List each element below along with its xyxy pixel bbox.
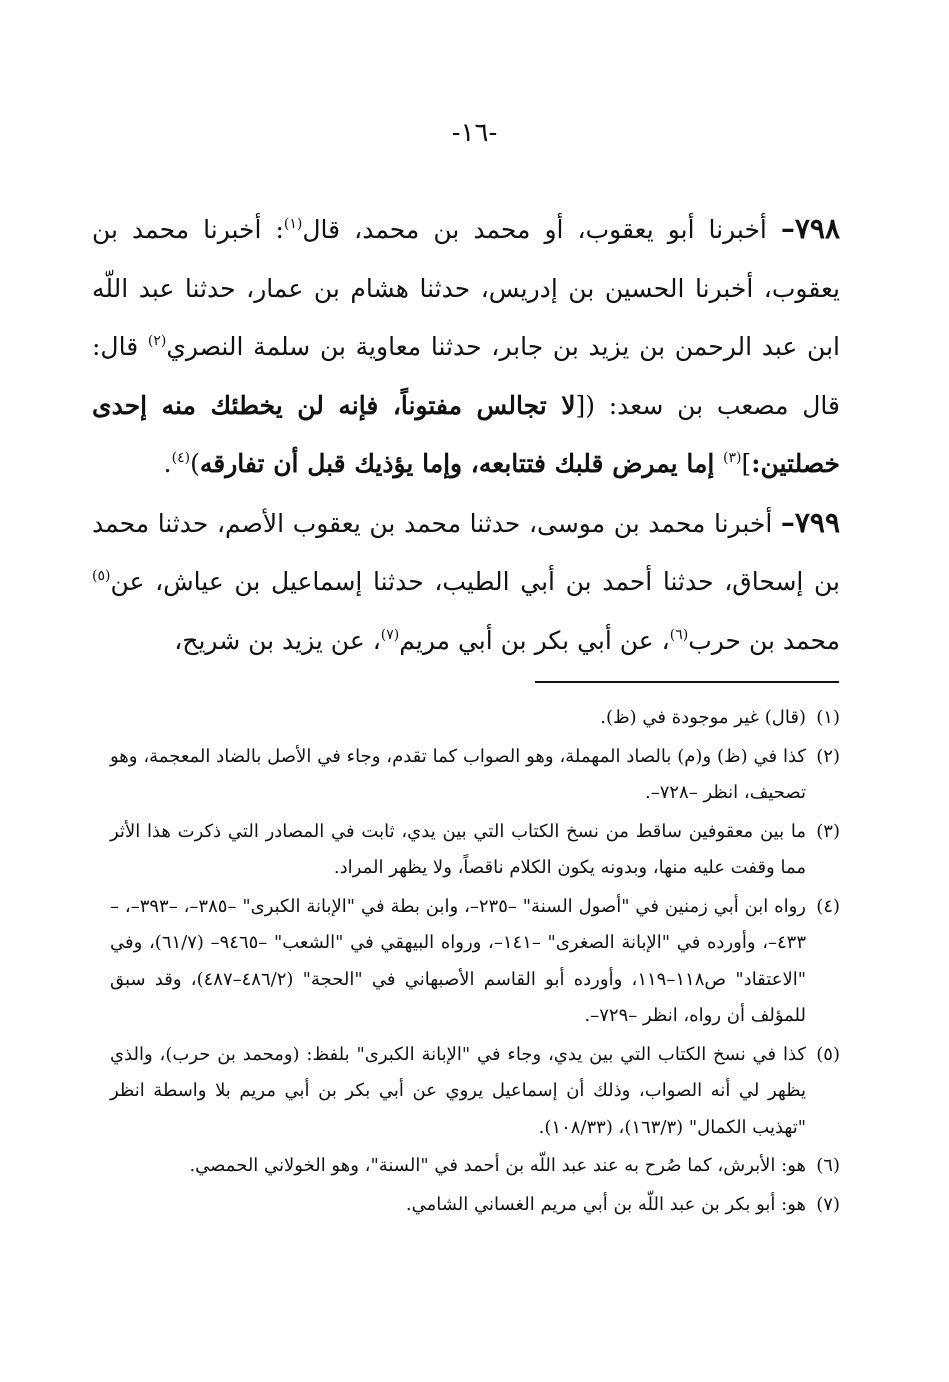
footnote-text: ما بين معقوفين ساقط من نسخ الكتاب التي بين يدي، ثابت في المصادر التي ذكرت هذا الأثر مما وقفت عليه منها، وبدونه يكون الكلام ناقصاً، ولا يظهر المراد. — [110, 820, 806, 878]
hadith-quote: لا تجالس مفتوناً، فإنه لن يخطئك منه إحدى خصلتين: — [92, 390, 840, 478]
footnote-number: (٥) — [816, 1043, 840, 1065]
isnad-text: أخبرنا محمد بن موسى، حدثنا محمد بن يعقوب الأصم، حدثنا محمد بن إسحاق، حدثنا أحمد بن أبي الطيب، حدثنا إسماعيل بن عياش، عن — [92, 508, 840, 596]
isnad-text: ، عن أبي بكر بن أبي مريم — [399, 625, 670, 655]
footnote-text: كذا في (ظ) و(م) بالصاد المهملة، وهو الصواب كما تقدم، وجاء في الأصل بالضاد المعجمة، وهو تصحيف، انظر –٧٢٨–. — [110, 745, 806, 803]
footnote-item — [110, 889, 840, 1035]
footnotes — [110, 700, 840, 1225]
footnote-text: هو: أبو بكر بن عبد اللّه بن أبي مريم الغساني الشامي. — [405, 1193, 806, 1215]
isnad-text: ] — [741, 449, 752, 478]
footnote-ref: (٤) — [171, 450, 191, 466]
hadith-quote: إما يمرض قلبك فتتابعه، وإما يؤذيك قبل أن تفارقه — [199, 449, 723, 478]
footnote-ref: (٣) — [723, 450, 742, 466]
footnote-ref: (٦) — [669, 626, 689, 643]
footnote-ref: (٢) — [147, 333, 167, 349]
footnote-text: (قال) غير موجودة في (ظ). — [600, 707, 806, 728]
isnad-text: ) — [190, 449, 200, 478]
footnote-item — [110, 1148, 840, 1185]
isnad-text: . — [163, 449, 172, 478]
footnote-number: (٢) — [816, 745, 840, 767]
footnote-text: كذا في نسخ الكتاب التي بين يدي، وجاء في "الإبانة الكبرى" بلفظ: (ومحمد بن حرب)، والذي يظهر لي أنه الصواب، وذلك أن إسماعيل يروي عن أبي بكر بن أبي مريم بلا واسطة انظر "تهذيب الكمال" (١٦٣/٣)، (١٠٨/٣٣). — [110, 1043, 806, 1138]
footnote-ref: (٧) — [380, 626, 400, 643]
hadith-799 — [92, 494, 840, 671]
footnote-ref: (١) — [283, 216, 303, 232]
isnad-text: : أخبرنا محمد بن يعقوب، أخبرنا الحسين بن إدريس، حدثنا هشام بن عمار، حدثنا عبد اللّه ابن عبد الرحمن بن يزيد بن جابر، حدثنا معاوية بن سلمة النصري — [92, 215, 840, 361]
footnote-divider — [535, 681, 839, 683]
footnote-item — [110, 1187, 840, 1224]
page-number: -١٦- — [451, 118, 498, 148]
hadith-number: ٧٩٩– — [780, 505, 840, 539]
main-text — [92, 200, 840, 670]
footnote-text: هو: الأبرش، كما صُرح به عند عبد اللّه بن أحمد في "السنة"، وهو الخولاني الحمصي. — [189, 1155, 806, 1176]
isnad-text: محمد بن حرب — [688, 625, 840, 655]
hadith-number: ٧٩٨– — [780, 212, 840, 245]
isnad-text: ، عن يزيد بن شريح، — [174, 625, 381, 655]
footnote-ref: (٥) — [92, 568, 111, 584]
footnote-text: رواه ابن أبي زمنين في "أصول السنة" –٢٣٥–، وابن بطة في "الإبانة الكبرى" –٣٨٥–، –٣٩٣–، –٤٣٣–، وأورده في "الإبانة الصغرى" –١٤١–، ورواه البيهقي في "الشعب" –٩٤٦٥– (٦١/٧)، وفي "الاعتقاد" ص١١٨–١١٩، وأورده أبو القاسم الأصبهاني في "الحجة" (٤٨٦/٢–٤٨٧)، وقد سبق للمؤلف أن رواه، انظر –٧٢٩–. — [110, 895, 807, 1026]
hadith-798 — [92, 200, 840, 494]
footnote-item — [110, 814, 840, 887]
footnote-number: (٧) — [816, 1193, 840, 1215]
footnote-item — [110, 1037, 840, 1147]
footnote-item — [110, 739, 840, 812]
footnote-number: (٤) — [816, 895, 841, 917]
footnote-item — [110, 700, 840, 737]
footnote-number: (٦) — [816, 1155, 840, 1176]
isnad-text: قال: قال مصعب بن سعد: ([ — [92, 332, 841, 420]
footnote-number: (٣) — [816, 820, 840, 842]
isnad-text: أخبرنا أبو يعقوب، أو محمد بن محمد، قال — [302, 215, 781, 244]
footnote-number: (١) — [816, 707, 840, 728]
